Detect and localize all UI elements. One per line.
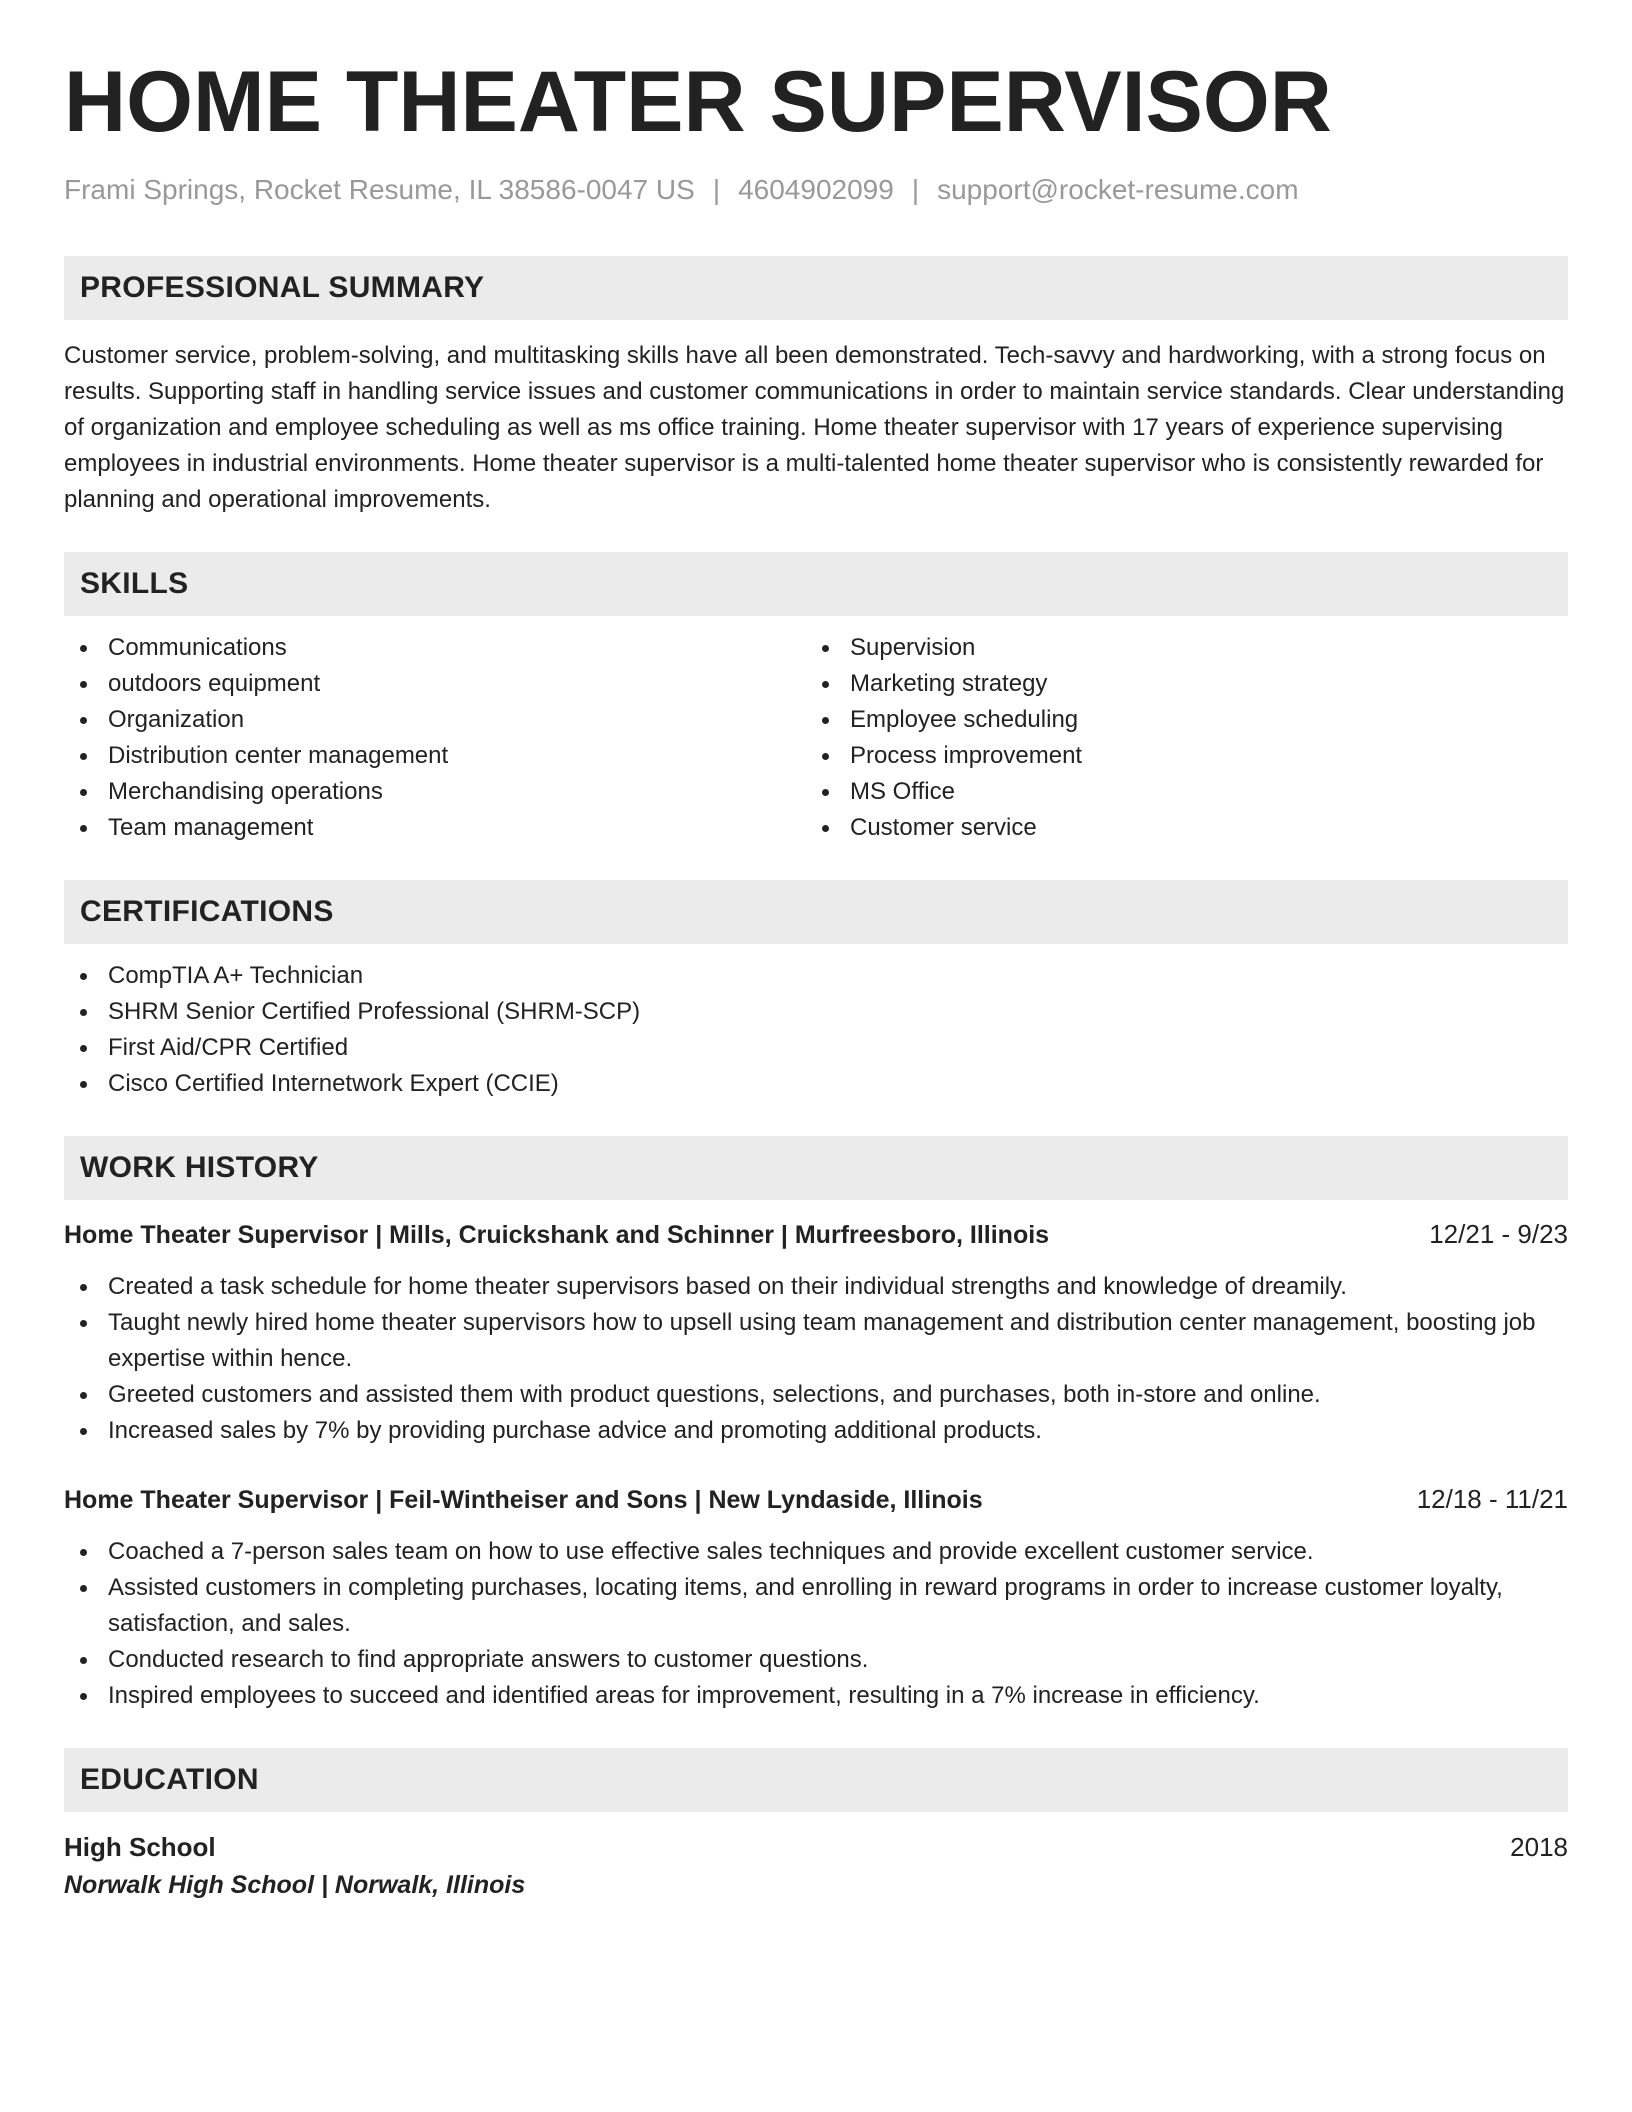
- contact-address: Frami Springs, Rocket Resume, IL 38586-0047 US: [64, 174, 695, 205]
- skills-list: [64, 630, 1568, 846]
- education-section-header: [64, 1748, 1568, 1812]
- certifications-section-title: CERTIFICATIONS: [80, 895, 334, 928]
- job-entry: [64, 1216, 1568, 1449]
- skills-column-left: [64, 630, 806, 846]
- job-bullet: Conducted research to find appropriate answers to customer questions.: [64, 1642, 1568, 1678]
- job-bullet: Inspired employees to succeed and identified areas for improvement, resulting in a 7% increase in efficiency.: [64, 1678, 1568, 1714]
- education-section-title: EDUCATION: [80, 1763, 259, 1796]
- certification-item: Cisco Certified Internetwork Expert (CCIE): [64, 1066, 1568, 1102]
- job-bullet: Coached a 7-person sales team on how to use effective sales techniques and provide excellent customer service.: [64, 1534, 1568, 1570]
- education-school: Norwalk High School | Norwalk, Illinois: [64, 1871, 526, 1899]
- skill-item: Organization: [64, 702, 806, 738]
- resume-name: HOME THEATER SUPERVISOR: [64, 54, 1332, 150]
- job-bullets: [64, 1269, 1568, 1449]
- education-year: 2018: [1510, 1832, 1568, 1862]
- skill-item: Communications: [64, 630, 806, 666]
- certifications-section-header: [64, 880, 1568, 944]
- contact-separator: |: [712, 174, 721, 205]
- skill-item: outdoors equipment: [64, 666, 806, 702]
- certification-item: First Aid/CPR Certified: [64, 1030, 1568, 1066]
- skill-item: Marketing strategy: [806, 666, 1548, 702]
- certification-item: CompTIA A+ Technician: [64, 958, 1568, 994]
- contact-line: [64, 174, 1568, 206]
- skill-item: MS Office: [806, 774, 1548, 810]
- skills-section-title: SKILLS: [80, 567, 189, 600]
- skills-column-right: [806, 630, 1548, 846]
- job-bullets: [64, 1534, 1568, 1714]
- skills-section-header: [64, 552, 1568, 616]
- contact-email: support@rocket-resume.com: [937, 174, 1299, 205]
- job-bullet: Taught newly hired home theater supervisors how to upsell using team management and distribution center management, boosting job expertise within hence.: [64, 1305, 1568, 1377]
- certification-item: SHRM Senior Certified Professional (SHRM-SCP): [64, 994, 1568, 1030]
- job-header: [64, 1216, 1568, 1253]
- education-header: [64, 1828, 1568, 1866]
- contact-phone: 4604902099: [738, 174, 894, 205]
- job-bullet: Greeted customers and assisted them with product questions, selections, and purchases, both in-store and online.: [64, 1377, 1568, 1413]
- summary-section-header: [64, 256, 1568, 320]
- skill-item: Merchandising operations: [64, 774, 806, 810]
- summary-text: Customer service, problem-solving, and multitasking skills have all been demonstrated. Tech-savvy and hardworking, with a strong focus on results. Supporting staff in handling service issues and customer communications in order to maintain service standards. Clear understanding of organization and employee scheduling as well as ms office training. Home theater supervisor with 17 years of experience supervising employees in industrial environments. Home theater supervisor is a multi-talented home theater supervisor who is consistently rewarded for planning and operational improvements.: [64, 342, 1565, 513]
- job-bullet: Created a task schedule for home theater supervisors based on their individual strengths and knowledge of dreamily.: [64, 1269, 1568, 1305]
- work-section-header: [64, 1136, 1568, 1200]
- skill-item: Supervision: [806, 630, 1548, 666]
- skill-item: Team management: [64, 810, 806, 846]
- job-dates: 12/18 - 11/21: [1416, 1484, 1568, 1514]
- skill-item: Employee scheduling: [806, 702, 1548, 738]
- certifications-list: [64, 958, 1568, 1102]
- job-heading: Home Theater Supervisor | Feil-Wintheiser and Sons | New Lyndaside, Illinois: [64, 1486, 983, 1514]
- job-header: [64, 1481, 1568, 1518]
- job-entry: [64, 1481, 1568, 1714]
- job-bullet: Assisted customers in completing purchases, locating items, and enrolling in reward programs in order to increase customer loyalty, satisfaction, and sales.: [64, 1570, 1568, 1642]
- job-bullet: Increased sales by 7% by providing purchase advice and promoting additional products.: [64, 1413, 1568, 1449]
- work-section-title: WORK HISTORY: [80, 1151, 319, 1184]
- skill-item: Distribution center management: [64, 738, 806, 774]
- education-entry: [64, 1828, 1568, 1904]
- skill-item: Process improvement: [806, 738, 1548, 774]
- contact-separator: |: [911, 174, 920, 205]
- education-degree: High School: [64, 1832, 216, 1862]
- summary-section-title: PROFESSIONAL SUMMARY: [80, 271, 485, 304]
- job-dates: 12/21 - 9/23: [1429, 1219, 1568, 1249]
- skill-item: Customer service: [806, 810, 1548, 846]
- job-heading: Home Theater Supervisor | Mills, Cruickshank and Schinner | Murfreesboro, Illinois: [64, 1221, 1050, 1249]
